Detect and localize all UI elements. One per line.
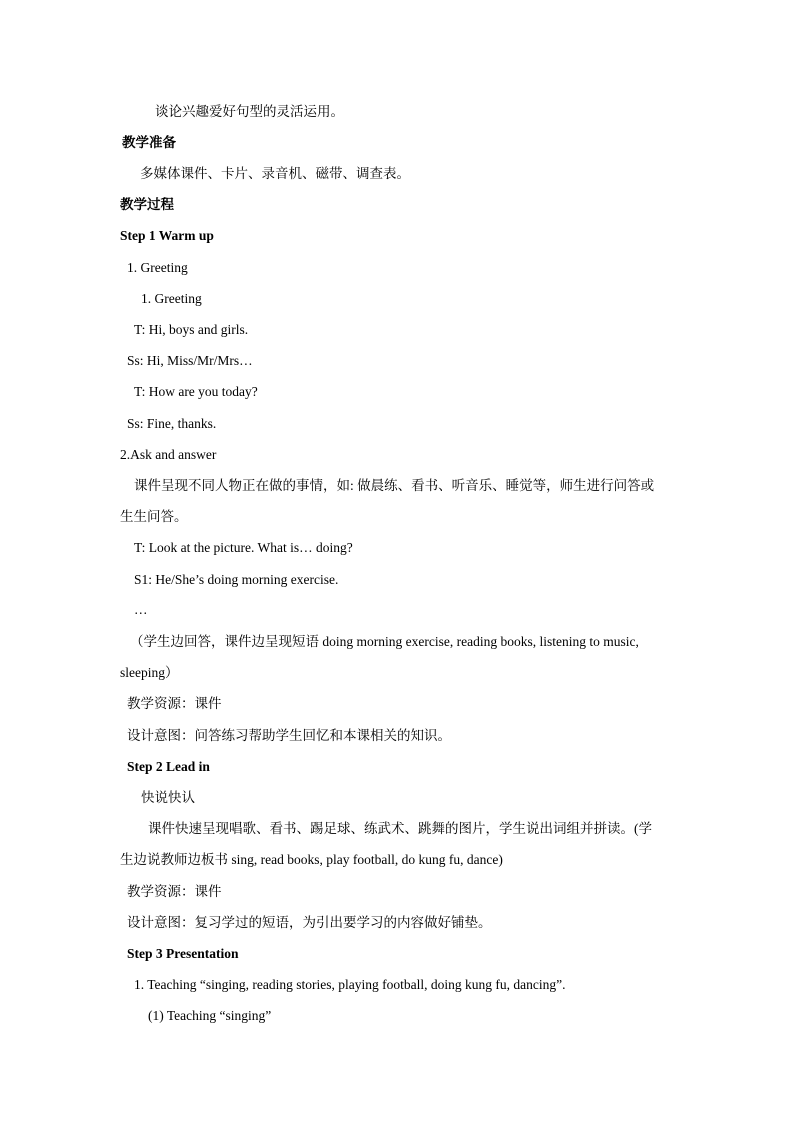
text-line: S1: He/She’s doing morning exercise.	[134, 572, 339, 587]
text-line: 快说快认	[141, 790, 195, 805]
text-line: 课件快速呈现唱歌、看书、踢足球、练武术、跳舞的图片，学生说出词组并拼读。(学	[148, 821, 652, 836]
text-line: 2.Ask and answer	[120, 447, 217, 462]
text-line: 谈论兴趣爱好句型的灵活运用。	[155, 104, 344, 119]
text-line: T: How are you today?	[134, 384, 258, 399]
text-line: （学生边回答，课件边呈现短语 doing morning exercise, reading books, listening to music,	[130, 634, 639, 649]
text-line: 设计意图：问答练习帮助学生回忆和本课相关的知识。	[127, 728, 451, 743]
text-line: 1. Greeting	[141, 291, 202, 306]
text-line: 设计意图：复习学过的短语，为引出要学习的内容做好铺垫。	[127, 915, 492, 930]
text-line: (1) Teaching “singing”	[148, 1008, 272, 1023]
text-line: 课件呈现不同人物正在做的事情，如: 做晨练、看书、听音乐、睡觉等，师生进行问答或	[134, 478, 655, 493]
text-line: 生生问答。	[120, 509, 188, 524]
text-line: 教学资源：课件	[127, 696, 222, 711]
text-line: T: Look at the picture. What is… doing?	[134, 540, 353, 555]
section-heading: 教学过程	[120, 197, 174, 212]
text-line: T: Hi, boys and girls.	[134, 322, 249, 337]
text-line: 教学资源：课件	[127, 884, 222, 899]
text-line: 1. Greeting	[127, 260, 188, 275]
text-line: sleeping）	[120, 665, 179, 680]
step-heading: Step 2 Lead in	[127, 759, 210, 774]
text-line: …	[134, 602, 148, 617]
text-line: 多媒体课件、卡片、录音机、磁带、调查表。	[140, 166, 410, 181]
step-heading: Step 3 Presentation	[127, 946, 239, 961]
section-heading: 教学准备	[122, 135, 176, 150]
text-line: 1. Teaching “singing, reading stories, playing football, doing kung fu, dancing”.	[134, 977, 566, 992]
step-heading: Step 1 Warm up	[120, 228, 214, 243]
text-line: Ss: Fine, thanks.	[127, 416, 217, 431]
text-line: 生边说教师边板书 sing, read books, play football, do kung fu, dance)	[120, 852, 503, 867]
text-line: Ss: Hi, Miss/Mr/Mrs…	[127, 353, 253, 368]
